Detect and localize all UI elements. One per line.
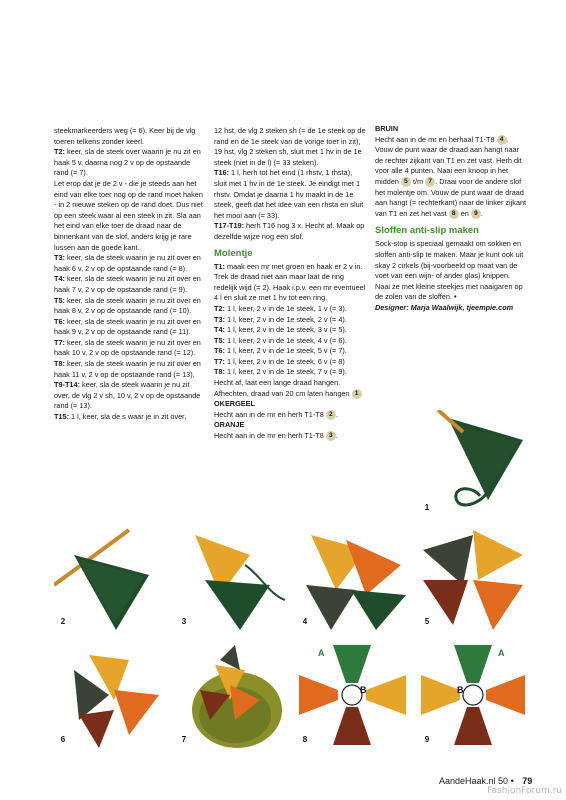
molentje-rows [214,262,366,379]
watermark: FashionForum.ru [487,786,562,796]
photo-ref-badge: 3 [326,431,336,441]
photo-ref-badge: 2 [326,410,336,420]
diagram-label-b: B [360,685,367,695]
pattern-row [54,296,204,317]
pattern-row [214,315,366,326]
designer-credit: Designer: Marja Waalwijk, tjeempie.com [375,302,514,312]
diagram-step-8 [296,640,409,750]
row-label: T2: [54,147,65,157]
pattern-row [214,325,366,336]
photo-step-1 [418,410,528,518]
photo-number: 4 [299,616,311,628]
okergeel-heading: OKERGEEL [214,399,255,409]
row-text: 1 l, keer, 2 v in de 1e steek, 5 v (= 7). [226,346,347,356]
photo-step-4 [296,525,409,632]
oranje-heading: ORANJE [214,420,245,430]
pattern-row [54,274,204,295]
pattern-row [54,253,204,274]
pattern-row [54,179,204,253]
photo-step-2 [54,525,167,632]
row-label: T8: [214,367,225,377]
photo-number: 6 [57,734,69,746]
photo-ref-badge: 1 [352,389,362,399]
row-text: keer, sla de steek waarin je nu zit over, de vlg 2 v sh, 10 v, 2 v op de opstaande rand (= 13). [54,380,201,411]
row-text: herh T16 nog 3 x. Hecht af. Maak op dezelfde wijze nog een slof. [214,221,365,241]
row-text: 1 l, keer, 2 v in de 1e steek, 7 v (= 9). [226,367,347,377]
pattern-row [214,126,366,168]
footer-bullet: • [510,776,514,786]
pattern-row [54,380,204,412]
photo-number: 8 [299,734,311,746]
diagram-label-b: B [457,685,464,695]
row-label: T4: [54,274,65,284]
molentje-heading: Molentje [214,247,253,259]
row-label: T17-T19: [214,221,245,231]
row-label: T9-T14: [54,380,80,390]
pattern-row [54,126,204,147]
row-text: keer, sla de steek waarin je nu zit over en haak 11 v, 2 v op de opstaande rand (= 13). [54,359,201,379]
row-label: T5: [214,335,225,345]
row-label: T6: [54,316,65,326]
photo-number: 1 [421,502,433,514]
pattern-rows-part2 [214,126,366,243]
pattern-row [214,221,366,242]
photo-ref-badge: 4 [497,135,507,145]
page-number: 79 [522,776,533,786]
sloffen-text: Sock-stop is speciaal gemaakt om sokken en sloffen anti-slip te maken. Maar je kunt ook uit skay 2 cirkels (bij-voorbeeld op maat van de voet van een wijn- of ander glas) knippen. Naai ze met kleine steekjes met naaigaren op de zolen van de sloffen. • [375,239,524,302]
row-text: keer, sla de steek waarin je nu zit over en haak 6 v, 2 v op de opstaande rand (= 8). [54,253,201,273]
photo-number: 2 [57,616,69,628]
row-text: 1 l, keer, 2 v in de 1e steek, 6 v (= 8) [226,356,345,366]
row-label: T1: [214,261,225,271]
row-text: keer, sla de steek waarin je nu zit over en haak 10 v, 2 v op de opstaande rand (= 12). [54,337,201,358]
photo-number: 7 [178,734,190,746]
row-label: T8: [54,359,65,369]
sloffen-heading: Sloffen anti-slip maken [375,225,479,237]
diagram-step-9 [418,640,528,750]
photo-ref-badge: 8 [449,209,459,219]
pattern-row [214,304,366,315]
text-column-1 [54,126,204,423]
bruin-text: Hecht aan in de mr en herhaal T1-T8 4 . Vouw de punt waar de draad aan hangt naar de rechter zijkant van T1 en zet vast. Herh dit voor alle 4 punten. Naai een knoop in het midden 5 t/m 7 . Draai voor de andere slof het molentje om. Vouw de punt waar de draad aan hangt (= rechterkant) naar de linker zijkant van T1 en zet het vast 8 en 9 . [375,134,527,218]
row-text: 1 l, keer, 2 v in de 1e steek, 4 v (= 6). [226,335,347,345]
pattern-row [214,346,366,357]
row-label: T3: [214,314,225,324]
pattern-rows-part1 [54,126,204,423]
okergeel-text: Hecht aan in de mr en herh T1-T8 2 . [214,409,338,419]
row-label: T4: [214,325,225,335]
pattern-row [214,262,366,304]
row-text: keer, sla de steek waarin je nu zit over en haak 9 v, 2 v op de opstaande rand (= 11). [54,316,201,337]
row-text: steekmarkeerders weg (= 6). Keer bij de vlg toeren telkens zonder keerl. [54,126,196,146]
row-label: T16: [214,168,230,178]
row-text: 1 l, keer, sla de s waar je in zit over, [71,412,187,422]
pattern-row [214,336,366,347]
row-label: T7: [214,356,225,366]
row-label: T7: [54,337,65,347]
pattern-row [54,338,204,359]
row-text: 1 l, keer, 2 v in de 1e steek, 3 v (= 5). [226,325,347,335]
afhechten-text: Hecht af, laat een lange draad hangen. Afhechten, draad van 20 cm laten hangen 1 [214,378,366,399]
oranje-text: Hecht aan in de mr en herh T1-T8 3 . [214,431,338,441]
diagram-label-a: A [498,648,505,658]
row-text: 1 l, keer, 2 v in de 1e steek, 1 v (= 3). [226,303,347,313]
row-text: 12 hst, de vlg 2 steken sh (= de 1e steek op de rand en de 1e steek van de vorige toer in zit), 19 hst, vlg 2 steken sh, sluit met 1 hv in de 1e steek (niet in de l) (= 33 steken). [214,126,366,167]
text-column-3 [375,124,527,314]
row-label: T2: [214,303,225,313]
photo-step-3 [175,525,288,632]
photo-step-7 [175,640,288,750]
row-text: keer, sla de steek waarin je nu zit over en haak 8 v, 2 v op de opstaande rand (= 10). [54,295,201,316]
row-text: keer, sla de steek over waarin je nu zit en haak 5 v, daarna nog 2 v op de opstaande rand (= 7). [54,147,201,178]
row-text: 1 l, keer, 2 v in de 1e steek, 2 v (= 4). [226,314,347,324]
pattern-row [54,412,204,423]
pattern-row [214,168,366,221]
pattern-row [54,147,204,179]
photo-step-6 [54,640,167,750]
photo-step-5 [418,525,528,632]
photo-number: 9 [421,734,433,746]
row-text: maak een mr met groen en haak er 2 v in. Trek de draad niet aan maar laat de ring redelijk wijd (= 2). Haak i.p.v. een mr eventueel 4 l en sluit ze met 1 hv tot een ring. [214,261,366,303]
pattern-row [214,367,366,378]
pattern-row [54,359,204,380]
photo-ref-badge: 9 [471,209,481,219]
pattern-row [54,317,204,338]
row-text: keer, sla de steek waarin je nu zit over en haak 7 v, 2 v op de opstaande rand (= 9). [54,274,201,294]
text-column-2 [214,126,366,442]
row-label: T6: [214,346,225,356]
diagram-label-a: A [318,648,325,658]
footer-site: AandeHaak.nl 50 [439,776,509,786]
page-footer [439,776,532,786]
photo-ref-badge: 7 [425,177,435,187]
photo-ref-badge: 5 [401,177,411,187]
pattern-row [214,357,366,368]
bruin-heading: BRUIN [375,124,399,133]
row-text: 1 l, herh tot het eind (1 rhstv, 1 rhsta), sluit met 1 hv in de 1e steek. Je eindigt met 1 rhstv. Omdat je daarna 1 hv maakt in de 1e steek, geeft dat het idee van een rhsta en sluit het mooi aan (= 33). [214,168,364,220]
row-text: Let erop dat je de 2 v - die je steeds aan het eind van elke toer nog op de rand moet haken - in 2 nieuwe steken op de rand doet. Dus niet op een steek waar al een steek in zit. Sla aan het eind van elke toer de draad naar de binnenkant van de slof, anders krijg je rare lussen aan de goede kant. [54,178,203,252]
row-label: T5: [54,295,65,305]
row-label: T3: [54,253,65,263]
photo-number: 5 [421,616,433,628]
row-label: T15: [54,412,70,422]
photo-number: 3 [178,616,190,628]
